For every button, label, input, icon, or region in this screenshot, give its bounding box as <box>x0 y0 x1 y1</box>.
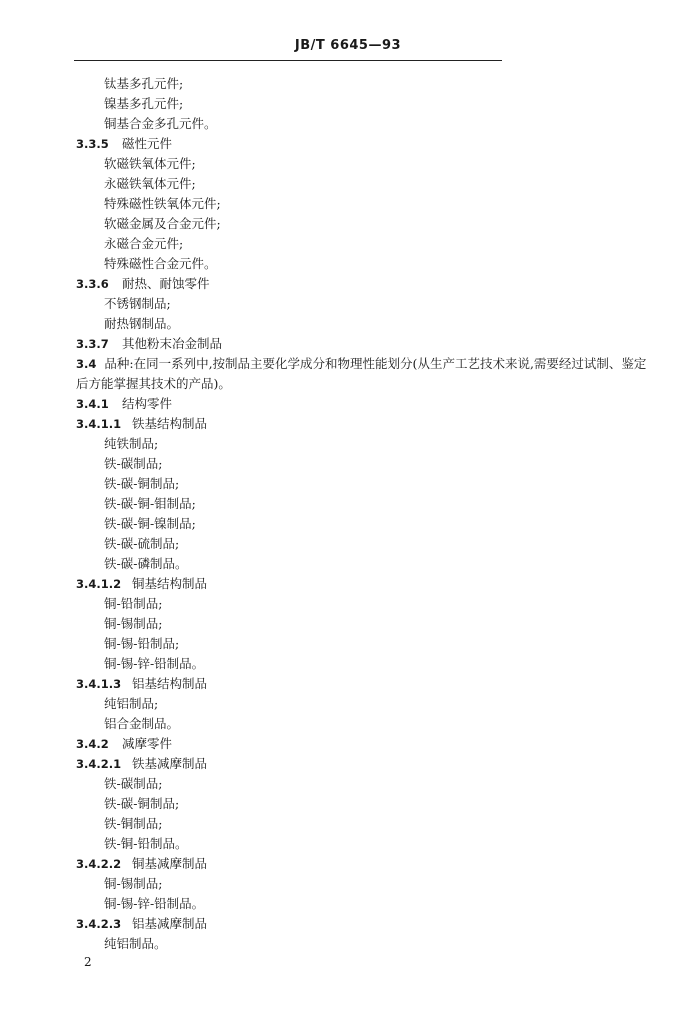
section-number: 3.4.1.3 <box>76 677 122 691</box>
section-title: 铜基减摩制品 <box>132 856 208 871</box>
section-number: 3.4.2.1 <box>76 757 122 771</box>
section-title: 其他粉末冶金制品 <box>122 336 223 351</box>
list-item: 永磁合金元件; <box>104 236 184 251</box>
list-item: 纯铝制品。 <box>104 936 167 951</box>
list-item: 铜-锡制品; <box>104 616 163 631</box>
list-item: 铁-碳-铜制品; <box>104 796 180 811</box>
list-item: 铁-碳制品; <box>104 776 163 791</box>
list-item: 铜基合金多孔元件。 <box>104 116 217 131</box>
section-title: 结构零件 <box>122 396 173 411</box>
list-item: 铜-锡-锌-铅制品。 <box>104 656 205 671</box>
list-item: 铁-碳-铜-钼制品; <box>104 496 196 511</box>
list-item: 特殊磁性铁氧体元件; <box>104 196 221 211</box>
list-item: 铁-碳-铜制品; <box>104 476 180 491</box>
section-heading <box>0 134 696 154</box>
list-item: 铁-碳-磷制品。 <box>104 556 188 571</box>
section-heading <box>0 854 696 874</box>
page-number: 2 <box>84 955 92 969</box>
section-heading <box>0 674 696 694</box>
list-item: 铁-铜-铅制品。 <box>104 836 188 851</box>
section-number: 3.3.6 <box>76 277 109 291</box>
section-number: 3.4 <box>76 357 97 371</box>
list-item: 永磁铁氧体元件; <box>104 176 196 191</box>
list-item: 铝合金制品。 <box>104 716 180 731</box>
list-item: 特殊磁性合金元件。 <box>104 256 217 271</box>
list-item: 铜-锡制品; <box>104 876 163 891</box>
list-item: 铜-锡-铅制品; <box>104 636 180 651</box>
section-title: 铝基减摩制品 <box>132 916 208 931</box>
list-item: 铜-锡-锌-铅制品。 <box>104 896 205 911</box>
list-item: 铁-碳-硫制品; <box>104 536 180 551</box>
section-title: 铁基减摩制品 <box>132 756 208 771</box>
section-number: 3.3.7 <box>76 337 109 351</box>
list-item: 钛基多孔元件; <box>104 76 184 91</box>
section-heading <box>0 334 696 354</box>
list-item: 耐热钢制品。 <box>104 316 180 331</box>
section-title: 铝基结构制品 <box>132 676 208 691</box>
section-heading <box>0 734 696 754</box>
list-item: 镍基多孔元件; <box>104 96 184 111</box>
list-item: 纯铝制品; <box>104 696 159 711</box>
document-body <box>0 74 696 954</box>
section-heading <box>0 914 696 934</box>
list-item: 不锈钢制品; <box>104 296 171 311</box>
list-item: 铁-碳制品; <box>104 456 163 471</box>
section-number: 3.4.2.3 <box>76 917 122 931</box>
section-heading <box>0 754 696 774</box>
section-heading <box>0 394 696 414</box>
paragraph-text: 品种:在同一系列中,按制品主要化学成分和物理性能划分(从生产工艺技术来说,需要经过试制、鉴定后方能掌握其技术的产品)。 <box>76 356 647 391</box>
section-number: 3.4.2 <box>76 737 109 751</box>
section-title: 磁性元件 <box>122 136 173 151</box>
definition-paragraph <box>0 354 696 394</box>
section-title: 铁基结构制品 <box>132 416 208 431</box>
section-number: 3.4.1 <box>76 397 109 411</box>
section-title: 减摩零件 <box>122 736 173 751</box>
section-number: 3.3.5 <box>76 137 109 151</box>
section-title: 铜基结构制品 <box>132 576 208 591</box>
list-item: 软磁金属及合金元件; <box>104 216 221 231</box>
section-title: 耐热、耐蚀零件 <box>122 276 210 291</box>
list-item: 铁-碳-铜-镍制品; <box>104 516 196 531</box>
section-number: 3.4.2.2 <box>76 857 122 871</box>
list-item: 铜-铅制品; <box>104 596 163 611</box>
section-heading <box>0 274 696 294</box>
list-item: 铁-铜制品; <box>104 816 163 831</box>
section-number: 3.4.1.1 <box>76 417 122 431</box>
section-heading <box>0 574 696 594</box>
list-item: 纯铁制品; <box>104 436 159 451</box>
section-number: 3.4.1.2 <box>76 577 122 591</box>
section-heading <box>0 414 696 434</box>
header-rule <box>74 60 502 61</box>
document-header: JB/T 6645—93 <box>294 38 402 53</box>
list-item: 软磁铁氧体元件; <box>104 156 196 171</box>
